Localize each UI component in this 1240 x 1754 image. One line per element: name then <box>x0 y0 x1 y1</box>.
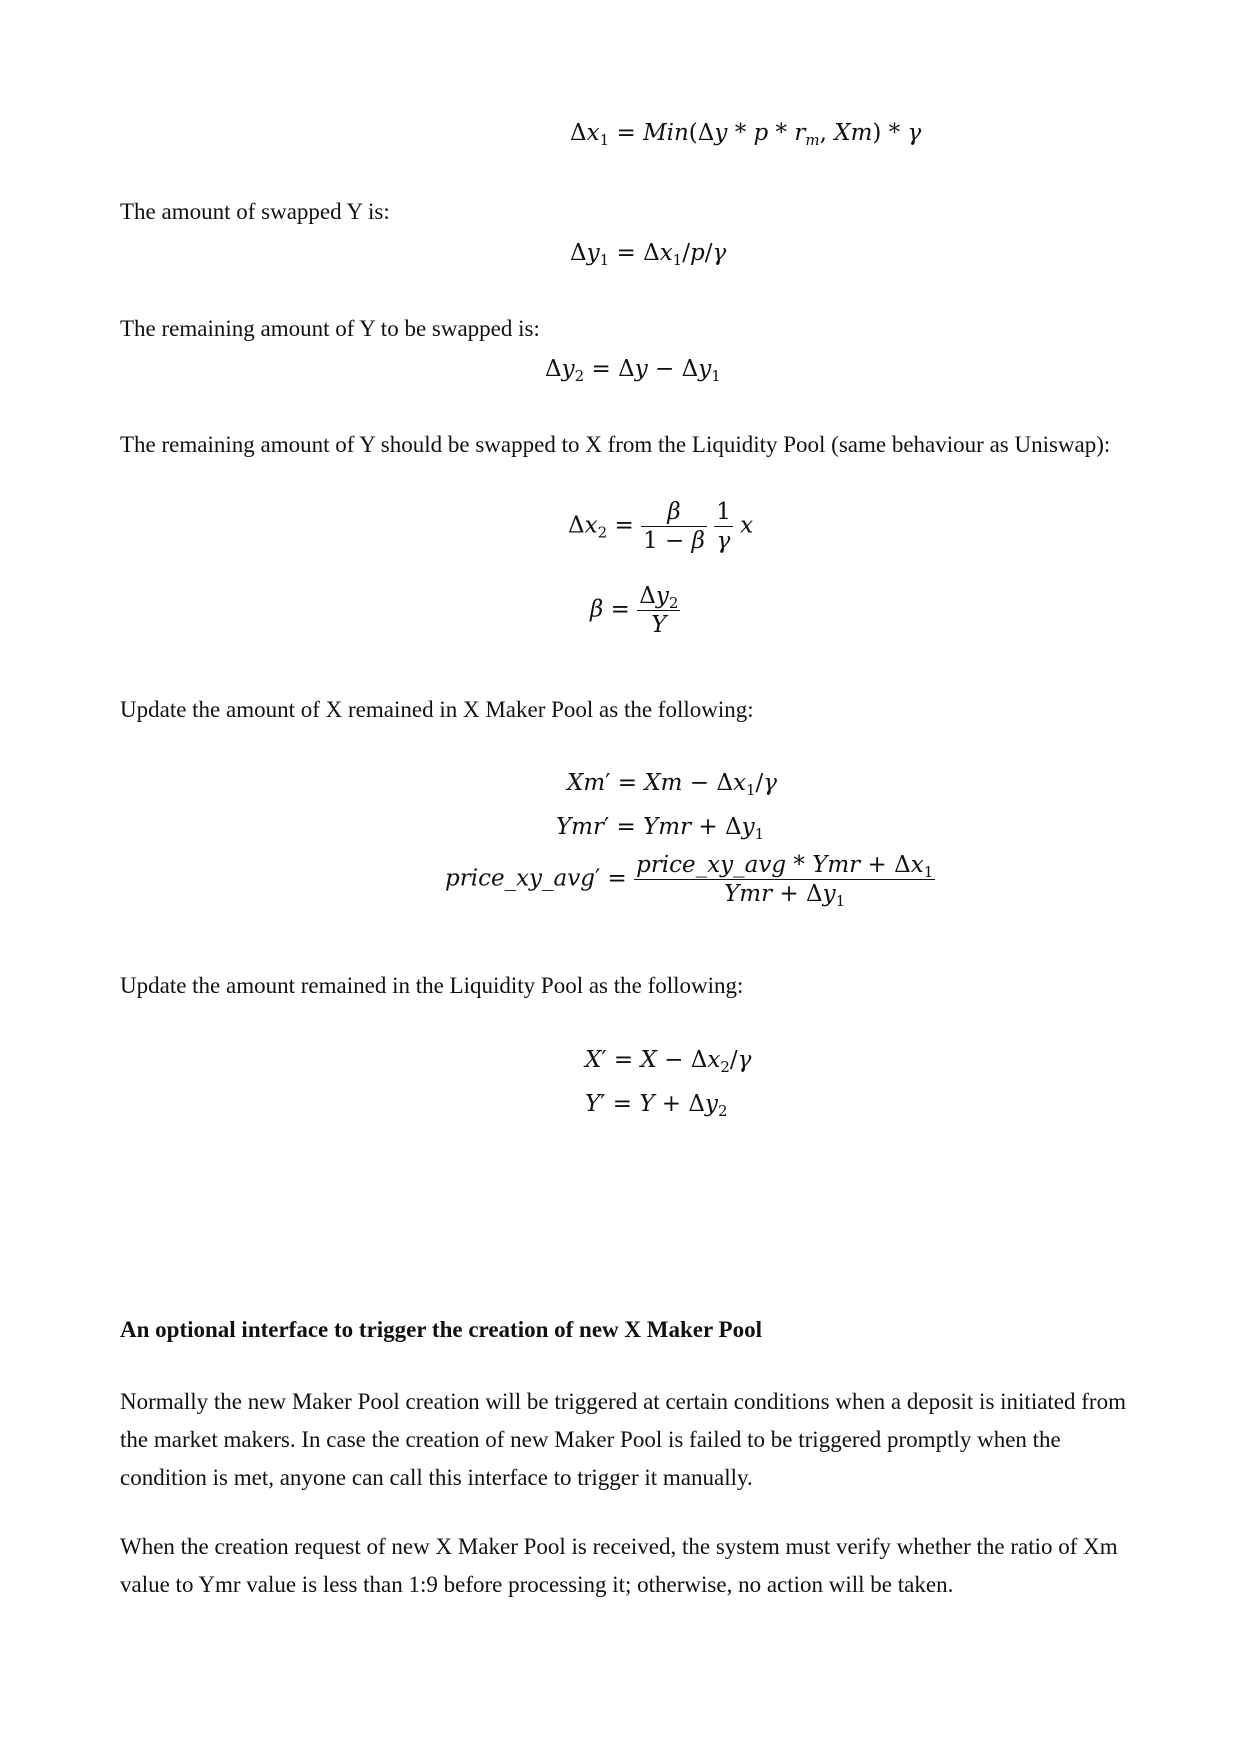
equation-xm-prime: $Xm' = Xm - \Delta x_1/\gamma$ <box>567 770 778 799</box>
fraction-dy2-over-y: $\frac{\Delta y_2}{Y}$ <box>639 583 679 638</box>
paragraph-swapped-y: The amount of swapped Y is: <box>120 199 390 224</box>
equation-dx2: $\Delta x_2$ = $\frac{\beta}{1 - \beta}$ $\frac{1}{\gamma}$ x <box>568 499 754 554</box>
paragraph-update-maker: Update the amount of X remained in X Maker Pool as the following: <box>120 697 754 722</box>
paragraph-verify: When the creation request of new X Maker Pool is received, the system must verify whether the ratio of Xm value to Ymr value is less than 1:9 before processing it; otherwise, no action will be taken. <box>120 1534 1118 1597</box>
equation-ymr-prime: Ymr′ = Ymr + $\Delta y_1$ <box>556 814 765 843</box>
section-heading: An optional interface to trigger the creation of new X Maker Pool <box>120 1317 762 1342</box>
fraction-price-avg: $\frac{price\_xy\_avg * Ymr + \Delta x_1}{Ymr + \Delta y_1}$ <box>636 852 934 910</box>
equation-y-prime: $Y' = Y + \Delta y_2$ <box>585 1091 728 1120</box>
equation-x-prime: $X' = X - \Delta x_2/\gamma$ <box>585 1047 752 1076</box>
equation-dy2: $\Delta y_2 = \Delta y - \Delta y_1$ <box>545 356 721 385</box>
equation-beta: β = $\frac{\Delta y_2}{Y}$ <box>590 583 679 638</box>
fraction-one-over-gamma: $\frac{1}{\gamma}$ <box>716 499 731 554</box>
paragraph-update-liquidity: Update the amount remained in the Liquidity Pool as the following: <box>120 973 744 998</box>
equation-dy1: $\Delta y_1 = \Delta x_1/p/\gamma$ <box>570 240 727 269</box>
fraction-beta-over-one-minus-beta: $\frac{\beta}{1 - \beta}$ <box>643 499 705 554</box>
equation-dx1: $\Delta x_1 = Min(\Delta y * p * r_m$, Xm) * γ <box>570 120 922 149</box>
paragraph-remaining-y: The remaining amount of Y to be swapped is: <box>120 316 540 341</box>
equation-price-avg: price_xy_avg′ = $\frac{price\_xy\_avg * Ymr + \Delta x_1}{Ymr + \Delta y_1}$ <box>445 852 934 910</box>
paragraph-normally: Normally the new Maker Pool creation will be triggered at certain conditions when a deposit is initiated from the market makers. In case the creation of new Maker Pool is failed to be triggered promptly when the condition is met, anyone can call this interface to trigger it manually. <box>120 1389 1126 1490</box>
paragraph-remaining-swap: The remaining amount of Y should be swapped to X from the Liquidity Pool (same behaviour as Uniswap): <box>120 432 1111 457</box>
